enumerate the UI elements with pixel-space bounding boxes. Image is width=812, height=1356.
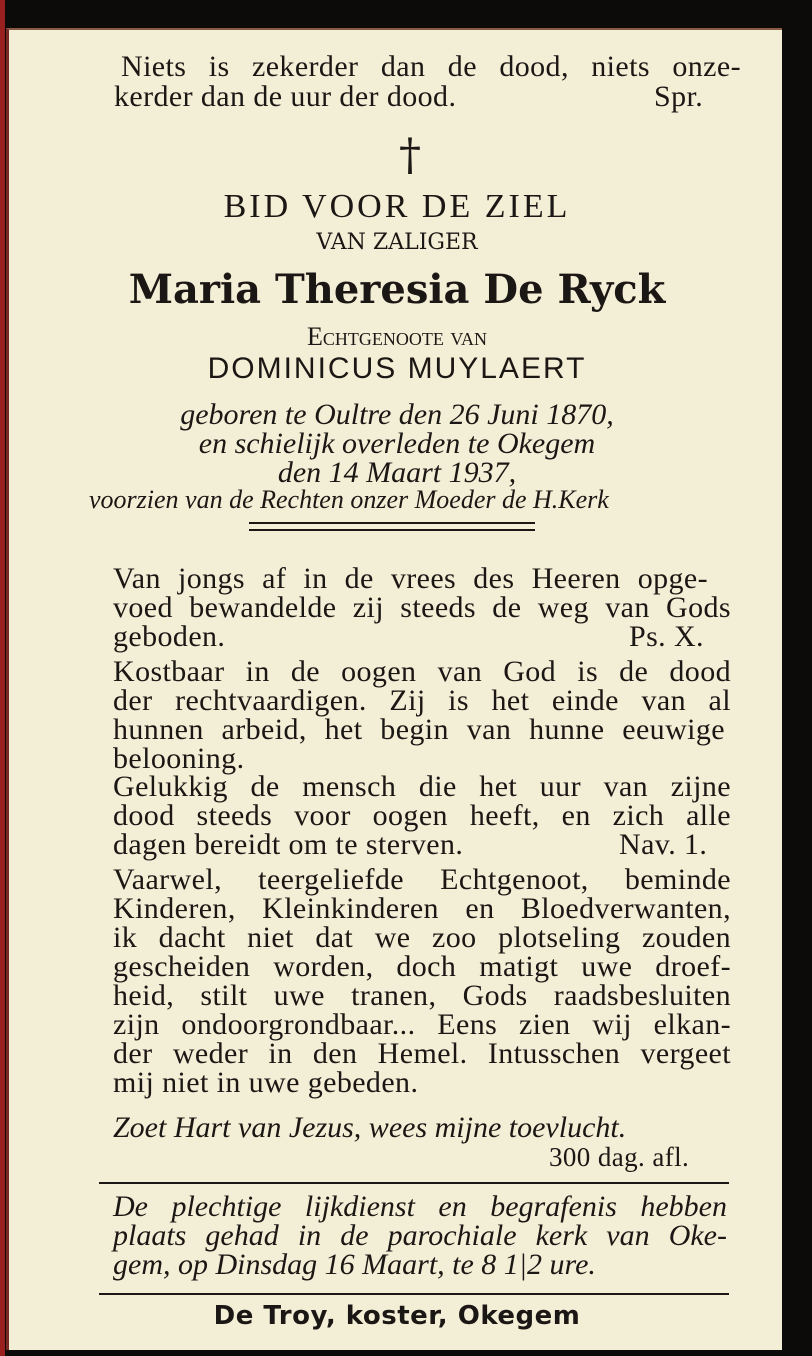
proverb-line-1: Niets is zekerder dan de dood, niets onze- <box>121 50 741 83</box>
p4-line-5: heid, stilt uwe tranen, Gods raadsbesluiten <box>113 979 731 1012</box>
divider-funeral <box>99 1182 729 1184</box>
spouse-intro: Echtgenoote van <box>306 322 488 351</box>
funeral-line-3: gem, op Dinsdag 16 Maart, te 8 1|2 ure. <box>113 1248 596 1281</box>
p1-line-1: Van jongs af in de vrees des Heeren opge- <box>113 562 708 595</box>
p1-line-3: geboden. <box>113 620 226 653</box>
deceased-name: Maria Theresia De Ryck <box>128 266 666 313</box>
van-zaliger: VAN ZALIGER <box>316 230 478 255</box>
funeral-line-2: plaats gehad in de parochiale kerk van Oke- <box>113 1219 727 1252</box>
cross-icon: † <box>399 130 421 181</box>
card-edge <box>0 0 5 1356</box>
death-date: den 14 Maart 1937, <box>277 456 517 489</box>
p4-line-6: zijn ondoorgrondbaar... Eens zien wij elkan- <box>113 1008 731 1041</box>
prayer-heading: BID VOOR DE ZIEL <box>223 188 571 225</box>
p1-source: Ps. X. <box>629 620 704 653</box>
p2-line-1: Kostbaar in de oogen van God is de dood <box>113 655 731 688</box>
indulgence: 300 dag. afl. <box>549 1142 690 1172</box>
printer-credit: De Troy, koster, Okegem <box>213 1301 581 1331</box>
divider-top <box>249 522 535 524</box>
p2-line-3: hunnen arbeid, het begin van hunne eeuwige <box>113 713 725 746</box>
p4-line-8: mij niet in uwe gebeden. <box>113 1066 419 1099</box>
memorial-card <box>6 28 782 1350</box>
p4-line-1: Vaarwel, teergeliefde Echtgenoot, beminde <box>113 863 731 896</box>
spouse-name: DOMINICUS MUYLAERT <box>207 352 587 385</box>
p3-line-2: dood steeds voor oogen heeft, en zich alle <box>113 799 731 832</box>
p4-line-4: gescheiden worden, doch matigt uwe droef- <box>113 950 731 983</box>
birth-line: geboren te Oultre den 26 Juni 1870, <box>180 398 614 431</box>
p3-line-3: dagen bereidt om te sterven. <box>113 828 464 861</box>
sacraments-line: voorzien van de Rechten onzer Moeder de H.Kerk <box>89 485 609 514</box>
proverb-line-2: kerder dan de uur der dood. <box>114 80 457 113</box>
divider-printer <box>99 1293 729 1295</box>
divider-bottom <box>249 529 535 531</box>
p4-line-7: der weder in den Hemel. Intusschen vergeet <box>113 1037 731 1070</box>
p3-source: Nav. 1. <box>619 828 708 861</box>
death-line: en schielijk overleden te Okegem <box>198 427 596 460</box>
p1-line-2: voed bewandelde zij steeds de weg van Gods <box>113 591 731 624</box>
p2-line-4: belooning. <box>113 742 245 775</box>
p4-line-2: Kinderen, Kleinkinderen en Bloedverwanten, <box>113 892 731 925</box>
p4-line-3: ik dacht niet dat we zoo plotseling zouden <box>113 921 731 954</box>
p2-line-2: der rechtvaardigen. Zij is het einde van al <box>113 684 731 717</box>
funeral-line-1: De plechtige lijkdienst en begrafenis hebben <box>113 1190 727 1223</box>
invocation: Zoet Hart van Jezus, wees mijne toevlucht. <box>113 1111 627 1144</box>
proverb-source: Spr. <box>654 80 704 113</box>
p3-line-1: Gelukkig de mensch die het uur van zijne <box>113 770 731 803</box>
